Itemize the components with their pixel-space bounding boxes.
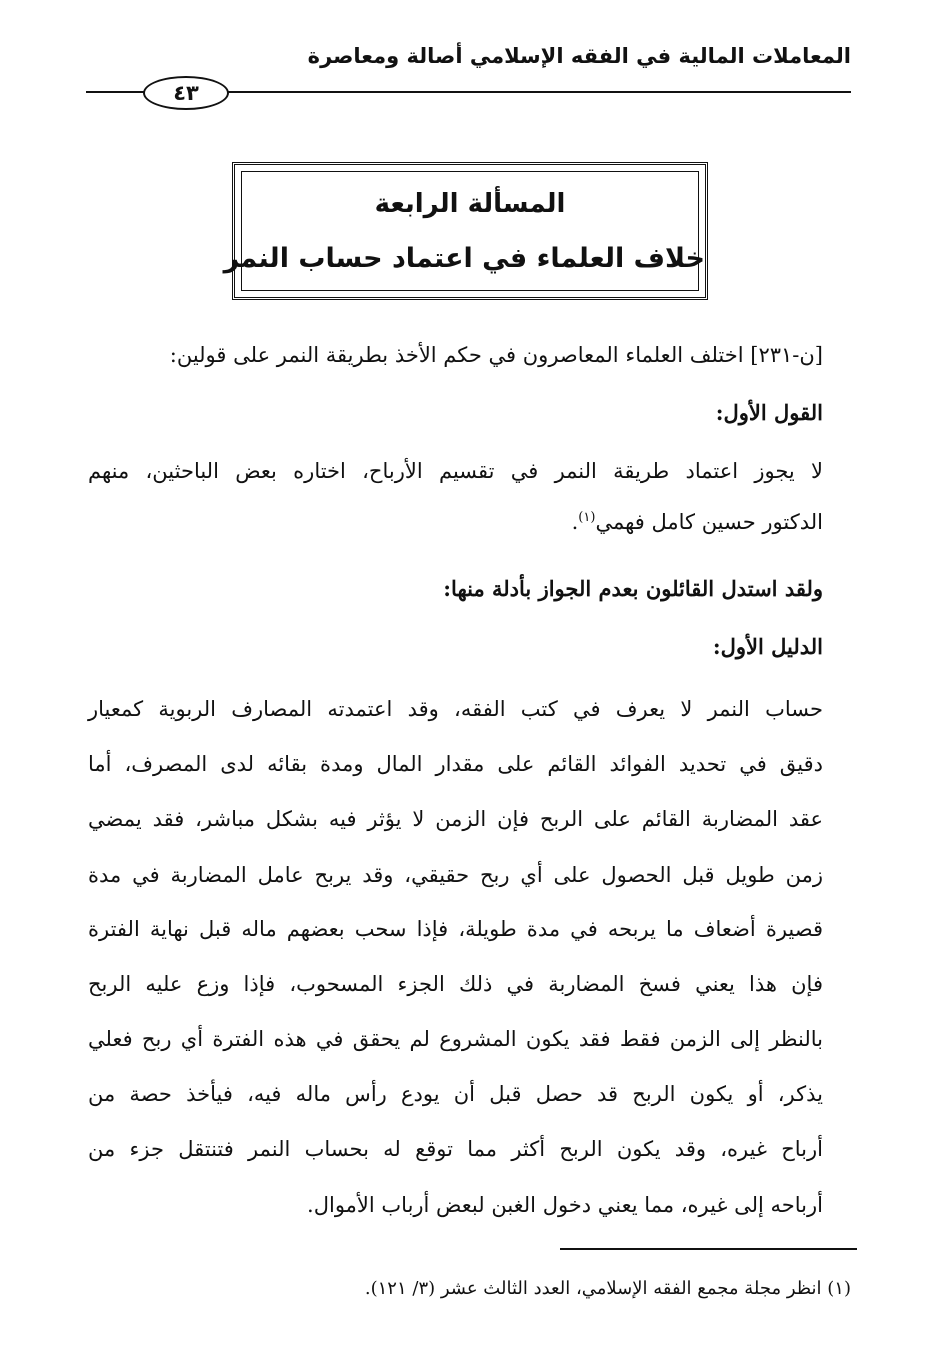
first-opinion-heading: القول الأول:: [715, 400, 823, 425]
footnote-rule: [560, 1248, 857, 1250]
evidence-line: دقيق في تحديد الفوائد القائم على مقدار المال ومدة بقائه لدى المصرف، أما: [88, 752, 823, 776]
evidence-line: قصيرة أضعاف ما يربحه في مدة طويلة، فإذا سحب بعضهم ماله قبل نهاية الفترة: [88, 917, 823, 941]
evidence-line: بالنظر إلى الزمن فقط فقد يكون المشروع لم يحقق في هذه الفترة أي ربح فعلي: [88, 1027, 823, 1051]
evidence-line: حساب النمر لا يعرف في كتب الفقه، وقد اعتمدته المصارف الربوية كمعيار: [88, 697, 823, 721]
evidence-intro: ولقد استدل القائلون بعدم الجواز بأدلة منها:: [443, 576, 823, 601]
footnote-marker: (١): [578, 510, 596, 525]
footnote-text: (١) انظر مجلة مجمع الفقه الإسلامي، العدد الثالث عشر (٣/ ١٢١).: [364, 1278, 851, 1299]
evidence-line: زمن طويل قبل الحصول على أي ربح حقيقي، وقد يربح عامل المضاربة في مدة: [88, 863, 823, 887]
evidence-line: فإن هذا يعني فسخ المضاربة في ذلك الجزء المسحوب، فإذا وزع عليه الربح: [88, 972, 823, 996]
evidence-line: أرباحه إلى غيره، مما يعني دخول الغبن لبعض أرباب الأموال.: [307, 1193, 823, 1217]
section-subject-title: خلاف العلماء في اعتماد حساب النمر: [223, 243, 705, 274]
evidence-line: يذكر، أو يكون الربح قد حصل قبل أن يودع رأس ماله فيه، فيأخذ حصة من: [88, 1082, 823, 1106]
first-opinion-line-2-end: .: [571, 510, 579, 534]
section-title-box: [223, 162, 708, 300]
first-opinion-line-2-text: الدكتور حسين كامل فهمي: [595, 510, 823, 534]
evidence-line: أرباح غيره، وقد يكون الربح أكثر مما توقع له بحساب النمر فتنتقل جزء من: [88, 1137, 823, 1161]
first-evidence-heading: الدليل الأول:: [712, 634, 823, 659]
intro-paragraph: [ن-٢٣١] اختلف العلماء المعاصرون في حكم الأخذ بطريقة النمر على قولين:: [169, 343, 823, 367]
section-number-title: المسألة الرابعة: [374, 189, 566, 219]
first-opinion-line-1: لا يجوز اعتماد طريقة النمر في تقسيم الأرباح، اختاره بعض الباحثين، منهم: [88, 459, 823, 483]
page-number: ٤٣: [143, 76, 229, 110]
first-opinion-line-2: [572, 507, 823, 537]
running-title: المعاملات المالية في الفقه الإسلامي أصالة ومعاصرة: [307, 44, 851, 68]
evidence-line: عقد المضاربة القائم على الربح فإن الزمن لا يؤثر فيه بشكل مباشر، فقد يمضي: [88, 807, 823, 831]
